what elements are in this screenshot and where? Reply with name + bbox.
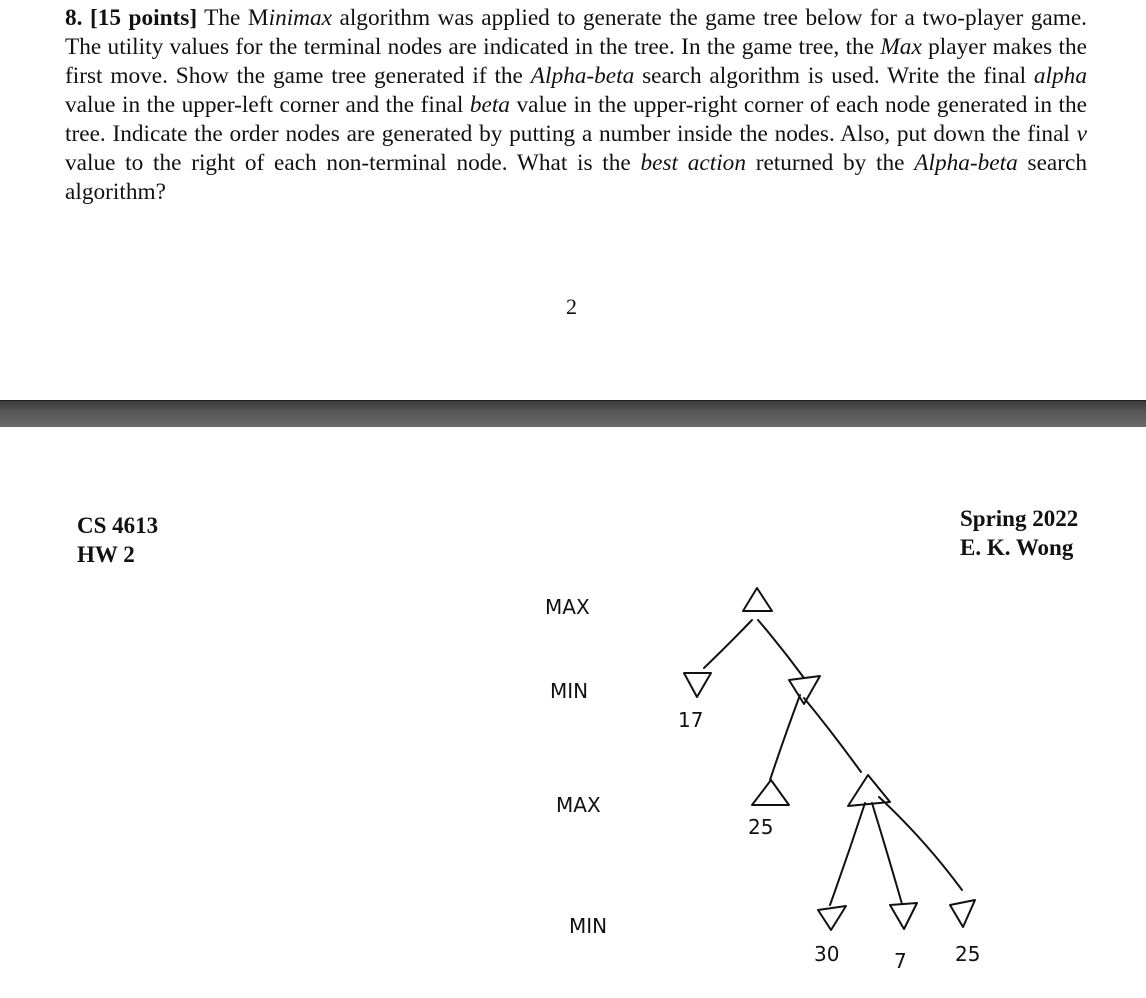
question-text-run: value to the right of each non-terminal node. What is the [65,150,641,176]
question-italic-term: Alpha-beta [530,63,635,89]
assignment-label: HW 2 [77,542,135,567]
value-max-left: 25 [748,815,774,839]
question-italic-term: Alpha-beta [914,150,1018,176]
max-node-left [752,780,789,805]
question-points: [15 points] [89,5,198,31]
edge-maxright-mina [830,803,865,905]
term-label: Spring 2022 [960,506,1079,531]
root-max-node [743,588,772,611]
level-label-max-2: MAX [556,793,601,817]
question-italic-term: alpha [1033,63,1087,89]
value-min-left: 17 [678,708,704,732]
question-italic-term: best action [640,150,746,176]
question-text-run: value in the upper-left corner and the final [65,92,470,118]
question-text-run: player makes the first move. Show the game tree generated if the [65,34,1087,89]
min-node-a [818,906,846,930]
question-text-run: algorithm was applied to generate the game tree below for a two-player game. The utility values for the terminal nodes are indicated in the tree. In the game tree, the [65,5,1088,60]
min-node-c [950,900,975,927]
question-number: 8. [65,5,83,31]
question-text-run: search algorithm? [65,150,1087,205]
level-label-min-2: MIN [569,914,608,938]
value-min-a: 30 [814,942,840,966]
instructor-name: E. K. Wong [960,535,1074,560]
course-code: CS 4613 [77,513,159,538]
edge-minright-maxleft [770,695,800,780]
question-text-run: value in the upper-right corner of each node generated in the tree. Indicate the order nodes are generated by putting a number inside the nodes. Also, put down the final [65,92,1087,147]
edge-maxright-minb [872,803,902,904]
question-italic-term: Max [880,34,922,60]
question-text-run: search algorithm is used. Write the final [634,63,1034,89]
min-node-b [890,903,917,929]
question-text-run: returned by the [745,150,915,176]
edge-minright-maxright [804,698,861,772]
edge-root-minleft [704,620,752,668]
level-label-min-1: MIN [550,679,589,703]
min-node-left [684,673,711,697]
edge-maxright-minc [879,797,962,890]
page-number: 2 [566,294,577,319]
question-italic-term: v [1076,121,1087,147]
value-min-c: 25 [955,942,981,966]
level-label-max-1: MAX [545,595,590,619]
edge-root-minright [758,620,804,678]
value-min-b: 7 [894,949,907,973]
question-italic-term: beta [469,92,510,118]
question-italic-term: inimax [268,5,333,31]
question-text-run: The M [197,5,269,31]
